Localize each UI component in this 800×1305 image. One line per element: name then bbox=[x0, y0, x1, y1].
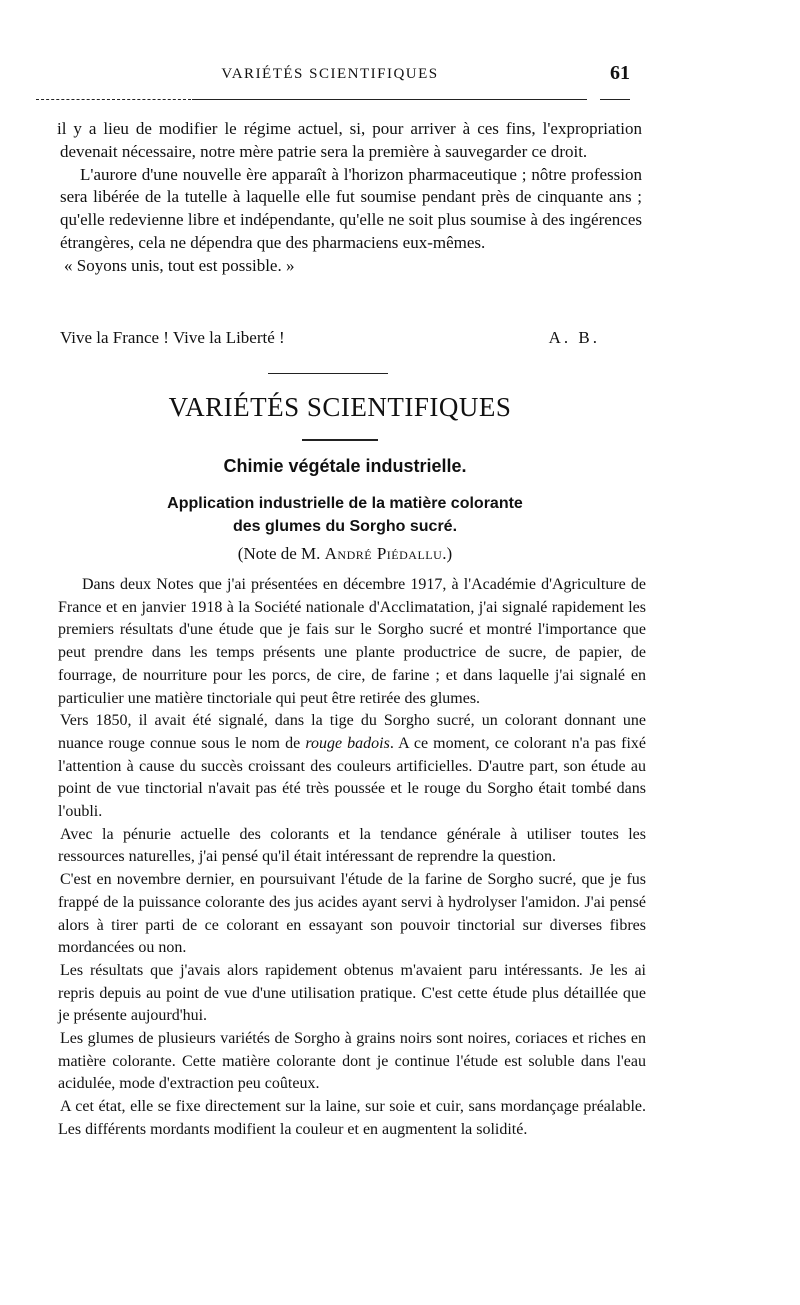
article-paragraph: C'est en novembre dernier, en poursuivant l'étude de la farine de Sorgho sucré, que je fus frappé de la puissance colorante des jus acides ayant servi à hydrolyser l'amidon. J'ai pensé alors à tirer parti de ce colorant en essayant son pouvoir tinctorial sur diverses fibres mordancées ou non. bbox=[58, 871, 646, 957]
closing-line: Vive la France ! Vive la Liberté ! bbox=[60, 328, 285, 347]
article-paragraph: Dans deux Notes que j'ai présentées en décembre 1917, à l'Académie d'Agriculture de France et en janvier 1918 à la Société nationale d'Acclimatation, j'ai signalé rapidement les premiers résultats d'une étude que je fais sur le Sorgho sucré et montré l'importance que peut prendre dans les temps présents une plante productrice de sucre, de papier, de fourrage, de nourriture pour les porcs, de cire, de farine ; et dans laquelle j'ai signalé en particulier une matière tinctoriale qui peut être retirée des glumes. bbox=[58, 576, 646, 707]
article-body bbox=[58, 574, 646, 1142]
article-paragraph: Vers 1850, il avait été signalé, dans la tige du Sorgho sucré, un colorant donnant une nuance rouge connue sous le nom de rouge badois. A ce moment, ce colorant n'a pas fixé l'attention à cause du succès croissant des couleurs artificielles. D'autre part, son étude au point de vue tinctorial n'avait pas été très poussée et le rouge du Sorgho était tombé dans l'oubli. bbox=[58, 712, 647, 821]
author-name: André Piédallu bbox=[324, 544, 443, 563]
article-title-line2: des glumes du Sorgho sucré. bbox=[232, 518, 458, 535]
article-paragraph: Les glumes de plusieurs variétés de Sorgho à grains noirs sont noires, coriaces et riches en matière colorante. Cette matière colorante dont je continue l'étude est soluble dans l'eau acidulée, mode d'extraction peu coûteux. bbox=[58, 1030, 646, 1093]
header-rule-left bbox=[36, 99, 191, 100]
running-header bbox=[30, 62, 630, 90]
page-number: 61 bbox=[610, 62, 630, 84]
article-paragraph: Les résultats que j'avais alors rapidement obtenus m'avaient paru intéressants. Je les ai repris depuis au point de vue d'une utilisation pratique. C'est cette étude plus détaillée que je présente aujourd'hui. bbox=[58, 961, 646, 1025]
signature: A. B. bbox=[548, 328, 600, 347]
intro-paragraph: L'aurore d'une nouvelle ère apparaît à l'horizon pharmaceutique ; nôtre profession sera libérée de la tutelle à laquelle elle fut soumise pendant près de cinquante ans ; qu'elle redevienne libre et indépendante, qu'elle ne soit plus soumise à des ingérences étrangères, cela ne dépendra que des pharmaciens eux-mêmes. bbox=[60, 164, 642, 252]
author-note bbox=[0, 544, 690, 564]
italic-term: rouge badois bbox=[305, 734, 390, 752]
closing-row bbox=[60, 328, 600, 352]
intro-quote: « Soyons unis, tout est possible. » bbox=[64, 255, 295, 275]
header-rule-right bbox=[600, 99, 630, 100]
article-title-line1: Application industrielle de la matière colorante bbox=[167, 495, 523, 512]
running-title: VARIÉTÉS SCIENTIFIQUES bbox=[221, 66, 439, 82]
author-note-prefix: (Note de M. bbox=[237, 544, 325, 563]
section-title: VARIÉTÉS SCIENTIFIQUES bbox=[168, 392, 512, 422]
article-paragraph: Avec la pénurie actuelle des colorants et la tendance générale à utiliser toutes les ressources naturelles, j'ai pensé qu'il était intéressant de reprendre la question. bbox=[58, 825, 646, 866]
section-subtitle: Chimie végétale industrielle. bbox=[223, 456, 467, 476]
article-paragraph: A cet état, elle se fixe directement sur la laine, sur soie et cuir, sans mordançage préalable. Les différents mordants modifient la couleur et en augmentent la solidité. bbox=[58, 1098, 646, 1138]
title-underline bbox=[302, 439, 378, 441]
header-rule-middle bbox=[192, 99, 587, 100]
intro-text bbox=[57, 118, 642, 278]
section-divider bbox=[268, 373, 388, 374]
author-note-suffix: .) bbox=[442, 544, 453, 563]
intro-paragraph: il y a lieu de modifier le régime actuel, si, pour arriver à ces fins, l'expropriation devenait nécessaire, notre mère patrie sera la première à sauvegarder ce droit. bbox=[57, 119, 642, 161]
